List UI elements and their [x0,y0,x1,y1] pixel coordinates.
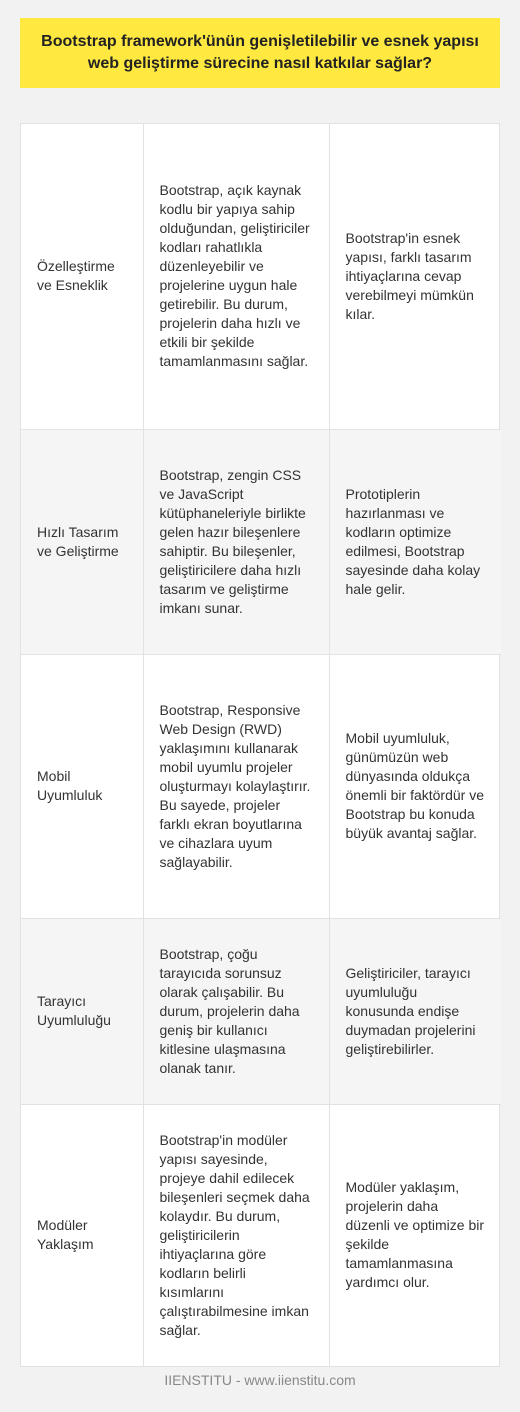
description-cell: Bootstrap, açık kaynak kodlu bir yapıya sahip olduğundan, geliştiriciler kodları rahatlıkla düzenleyebilir ve projelerine uygun hale getirebilir. Bu durum, projelerin daha hızlı ve etkili bir şekilde tamamlanmasını sağlar. [143,124,329,429]
comparison-table [20,123,500,1367]
benefit-cell: Bootstrap'in esnek yapısı, farklı tasarım ihtiyaçlarına cevap verebilmeyi mümkün kılar. [329,124,501,429]
title-banner [20,18,500,88]
table-row [21,918,501,1104]
table-row [21,1104,501,1366]
table-row [21,654,501,918]
description-cell: Bootstrap, Responsive Web Design (RWD) yaklaşımını kullanarak mobil uyumlu projeler oluşturmayı kolaylaştırır. Bu sayede, projeler farklı ekran boyutlarına ve cihazlara uyum sağlayabilir. [143,654,329,918]
benefit-cell: Modüler yaklaşım, projelerin daha düzenli ve optimize bir şekilde tamamlanmasına yardımcı olur. [345,1179,485,1291]
benefit-cell: Geliştiriciler, tarayıcı uyumluluğu konusunda endişe duymadan projelerini geliştirebilirler. [329,918,501,1104]
benefit-cell: Prototiplerin hazırlanması ve kodların optimize edilmesi, Bootstrap sayesinde daha kolay hale gelir. [329,429,501,654]
topic-cell: Modüler Yaklaşım [21,1104,143,1366]
description-cell: Bootstrap, zengin CSS ve JavaScript kütüphaneleriyle birlikte gelen hazır bileşenlere sahiptir. Bu bileşenler, geliştiricilere daha hızlı tasarım ve geliştirme imkanı sunar. [143,429,329,654]
topic-cell: Hızlı Tasarım ve Geliştirme [21,429,143,654]
table-row [21,124,501,429]
description-cell: Bootstrap, çoğu tarayıcıda sorunsuz olarak çalışabilir. Bu durum, projelerin daha geniş bir kullanıcı kitlesine ulaşmasına olanak tanır. [143,918,329,1104]
table-row [21,429,501,654]
benefit-cell: Mobil uyumluluk, günümüzün web dünyasında oldukça önemli bir faktördür ve Bootstrap bu konuda büyük avantaj sağlar. [329,654,501,918]
topic-cell: Mobil Uyumluluk [21,654,143,918]
topic-cell: Tarayıcı Uyumluluğu [21,918,143,1104]
page-title: Bootstrap framework'ünün genişletilebilir ve esnek yapısı web geliştirme sürecine nasıl katkılar sağlar? [41,33,479,72]
footer-credit: IIENSTITU - www.iienstitu.com [164,1372,356,1388]
description-cell: Bootstrap'in modüler yapısı sayesinde, projeye dahil edilecek bileşenleri seçmek daha kolaydır. Bu durum, geliştiricilerin ihtiyaçlarına göre kodların belirli kısımlarını çalıştırabilmesine imkan sağlar. [143,1104,329,1366]
topic-cell: Özelleştirme ve Esneklik [21,124,143,429]
